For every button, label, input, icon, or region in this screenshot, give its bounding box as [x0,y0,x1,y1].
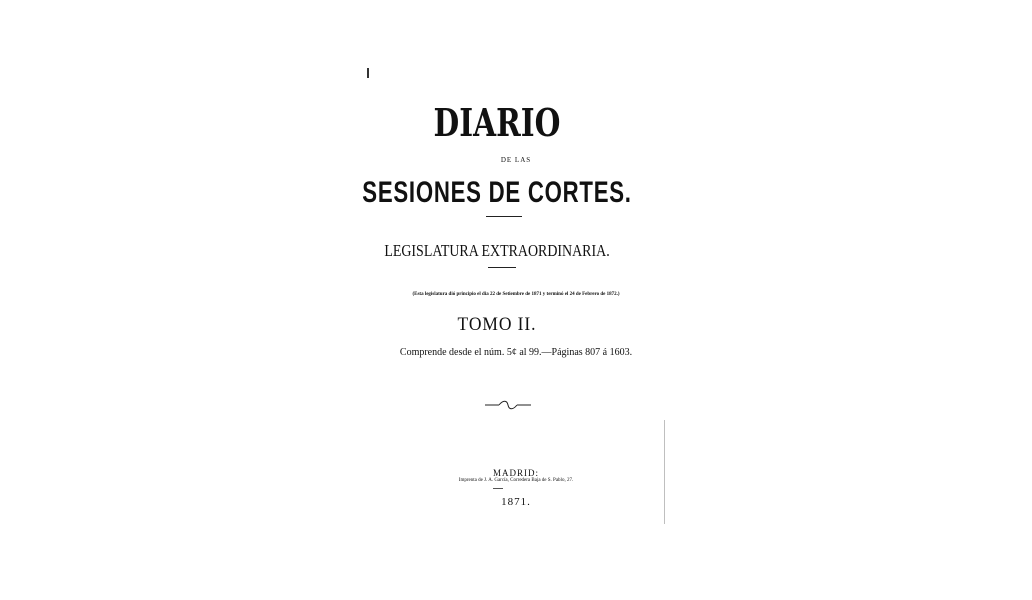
imprint-printer: Imprenta de J. A. García, Corredera Baja de S. Pablo, 27. [458,478,574,483]
subtitle-connector: DE LAS [500,156,532,164]
scan-mark [367,68,369,78]
imprint-year: 1871. [501,496,531,508]
title-rule [486,216,522,217]
main-title: SESIONES DE CORTES. [362,176,632,209]
document-title: DIARIO [433,100,561,145]
session-type: LEGISLATURA EXTRAORDINARIA. [384,241,610,260]
session-dates-note: (Esta legislatura dió principio el dia 22 de Setiembre de 1871 y terminó el 24 de Febrero de 1872.) [412,292,620,297]
session-rule [488,267,516,268]
ornament-divider [485,398,531,412]
imprint-city: MADRID: [492,468,539,478]
imprint-rule [493,488,503,489]
contents-range: Comprende desde el núm. 5¢ al 99.—Páginas 807 á 1603. [399,347,633,358]
volume-label: TOMO II. [457,314,537,335]
